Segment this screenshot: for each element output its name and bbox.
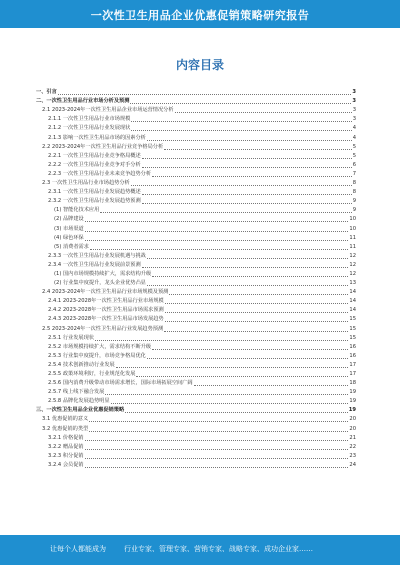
toc-entry-page: 17 <box>349 371 356 377</box>
toc-entry-page: 19 <box>348 407 356 414</box>
toc-entry[interactable] <box>36 152 356 161</box>
toc-entry-page: 16 <box>349 343 356 350</box>
toc-entry[interactable] <box>36 224 356 233</box>
toc-entry-text: (2) 品牌建设 <box>54 216 84 223</box>
toc-entry-text: 3.2.1 价格促销 <box>48 434 84 441</box>
toc-entry[interactable] <box>36 397 356 406</box>
toc-leader-dots <box>130 102 351 104</box>
toc-entry-text: 3.2.3 积分促销 <box>48 452 84 459</box>
toc-leader-dots <box>147 257 349 259</box>
toc-entry-text: 2.2 2023-2024年一次性卫生用品行业竞争格局分析 <box>42 143 164 150</box>
toc-entry[interactable] <box>36 261 356 270</box>
toc-entry[interactable] <box>36 170 356 179</box>
toc-leader-dots <box>95 339 348 341</box>
toc-entry[interactable] <box>36 270 356 279</box>
toc-leader-dots <box>85 439 349 441</box>
toc-entry-page: 9 <box>352 207 356 214</box>
toc-entry-text: 2.4.1 2023-2028年一次性卫生用品行业市场规模 <box>48 298 164 305</box>
toc-entry-text: 2.1 2023-2024年一次性卫生用品企业市场运营情况分析 <box>42 107 174 114</box>
toc-entry[interactable] <box>36 288 356 297</box>
toc-entry-text: 2.2.1 一次性卫生用品行业竞争格局概述 <box>48 152 141 159</box>
report-title: 一次性卫生用品企业优惠促销策略研究报告 <box>90 9 310 22</box>
toc-leader-dots <box>131 120 351 122</box>
toc-entry-text: 2.1.1 一次性卫生用品行业市场规模 <box>48 116 131 123</box>
toc-entry-page: 15 <box>349 334 356 341</box>
toc-entry-text: 二、一次性卫生用品行业市场分析及预测 <box>36 98 130 105</box>
toc-entry-text: (1) 国内市场规模持续扩大，需求结构升级 <box>54 270 152 277</box>
toc-leader-dots <box>147 357 349 359</box>
toc-entry[interactable] <box>36 306 356 315</box>
toc-entry-text: 3.1 优惠促销的意义 <box>42 416 89 423</box>
toc-entry-page: 10 <box>349 225 356 232</box>
toc-entry-page: 21 <box>349 434 356 441</box>
toc-entry-page: 5 <box>352 152 356 159</box>
toc-entry[interactable] <box>36 115 356 124</box>
toc-entry-page: 5 <box>352 143 356 150</box>
toc-leader-dots <box>165 311 349 313</box>
toc-entry[interactable] <box>36 197 356 206</box>
toc-entry-page: 15 <box>349 316 356 323</box>
toc-leader-dots <box>165 302 349 304</box>
toc-entry-page: 13 <box>349 280 356 287</box>
toc-entry-page: 9 <box>352 198 356 205</box>
toc-entry[interactable] <box>36 452 356 461</box>
toc-entry[interactable] <box>36 315 356 324</box>
toc-entry[interactable] <box>36 443 356 452</box>
toc-entry[interactable] <box>36 434 356 443</box>
table-of-contents <box>36 88 356 470</box>
toc-entry-page: 14 <box>349 298 356 305</box>
toc-leader-dots <box>147 284 348 286</box>
toc-entry[interactable] <box>36 370 356 379</box>
toc-entry-page: 12 <box>349 261 356 268</box>
toc-entry[interactable] <box>36 334 356 343</box>
toc-leader-dots <box>165 320 349 322</box>
toc-entry-text: 2.2.3 一次性卫生用品行业未来竞争趋势分析 <box>48 170 152 177</box>
footer-bar <box>0 535 400 565</box>
toc-entry[interactable] <box>36 415 356 424</box>
toc-entry-text: 2.3 一次性卫生用品行业市场趋势分析 <box>42 180 130 187</box>
toc-entry-page: 10 <box>349 216 356 223</box>
toc-entry-page: 3 <box>352 107 356 114</box>
toc-entry-page: 3 <box>352 98 356 105</box>
toc-leader-dots <box>142 202 352 204</box>
toc-entry-page: 16 <box>349 352 356 359</box>
toc-entry-text: 2.2.2 一次性卫生用品行业竞争对手分析 <box>48 161 141 168</box>
toc-entry[interactable] <box>36 379 356 388</box>
toc-entry-page: 20 <box>349 416 356 423</box>
toc-entry-page: 3 <box>352 89 356 96</box>
toc-entry[interactable] <box>36 133 356 142</box>
toc-leader-dots <box>142 166 352 168</box>
toc-entry[interactable] <box>36 243 356 252</box>
toc-heading: 内容目录 <box>175 58 224 72</box>
toc-entry[interactable] <box>36 406 356 415</box>
toc-entry[interactable] <box>36 234 356 243</box>
toc-entry[interactable] <box>36 143 356 152</box>
toc-leader-dots <box>142 266 349 268</box>
toc-entry[interactable] <box>36 424 356 433</box>
toc-leader-dots <box>58 93 352 95</box>
toc-entry-text: 2.5.5 政策环境利好，行业规范化发展 <box>48 371 136 377</box>
toc-leader-dots <box>125 411 348 413</box>
toc-entry-text: 2.1.2 一次性卫生用品行业发展现状 <box>48 125 131 132</box>
toc-entry-page: 11 <box>349 234 356 241</box>
toc-entry-page: 3 <box>352 116 356 123</box>
toc-entry-text: 3.2 优惠促销的类型 <box>42 425 89 432</box>
toc-entry[interactable] <box>36 215 356 224</box>
toc-entry-page: 8 <box>352 189 356 196</box>
toc-entry-page: 17 <box>349 361 356 368</box>
toc-entry[interactable] <box>36 106 356 115</box>
toc-leader-dots <box>142 193 352 195</box>
toc-leader-dots <box>175 111 352 113</box>
toc-entry[interactable] <box>36 252 356 261</box>
toc-entry-text: 3.2.2 赠品促销 <box>48 443 84 450</box>
toc-entry[interactable] <box>36 124 356 133</box>
toc-entry-text: (1) 智能化技术应用 <box>54 207 100 214</box>
toc-leader-dots <box>89 420 348 422</box>
toc-leader-dots <box>152 175 352 177</box>
toc-leader-dots <box>85 220 349 222</box>
toc-entry[interactable] <box>36 161 356 170</box>
footer-slogan: 让每个人都能成为 <box>50 545 106 553</box>
toc-entry-page: 12 <box>349 270 356 277</box>
toc-entry-text: 2.4.2 2023-2028年一次性卫生用品市场需求预测 <box>48 307 164 314</box>
toc-entry-text: 2.5.7 线上线下融合发展 <box>48 389 105 396</box>
toc-entry-text: (3) 市场渠道 <box>54 225 84 232</box>
toc-leader-dots <box>85 457 349 459</box>
toc-entry-text: 2.5.4 技术创新推动行业发展 <box>48 361 115 368</box>
toc-leader-dots <box>136 375 348 377</box>
toc-entry[interactable] <box>36 343 356 352</box>
toc-leader-dots <box>169 293 348 295</box>
toc-leader-dots <box>147 139 352 141</box>
toc-leader-dots <box>164 330 348 332</box>
toc-entry-page: 19 <box>349 398 356 405</box>
toc-leader-dots <box>85 448 349 450</box>
toc-entry-page: 7 <box>352 170 356 177</box>
toc-leader-dots <box>89 430 348 432</box>
toc-entry-page: 14 <box>349 289 356 296</box>
toc-entry-page: 4 <box>352 125 356 132</box>
toc-entry-page: 4 <box>352 134 356 141</box>
toc-entry-text: (2) 行业集中度提升，龙头企业优势凸显 <box>54 280 146 287</box>
toc-entry-page: 6 <box>352 161 356 168</box>
toc-entry-text: 三、一次性卫生用品企业优惠促销策略 <box>36 407 125 414</box>
toc-entry-text: 2.5.1 行业发展现状 <box>48 334 94 341</box>
toc-leader-dots <box>85 466 349 468</box>
toc-entry-text: 2.5.6 国内消费升级带动市场需求增长，国际市场拓展空间广阔 <box>48 380 193 387</box>
toc-entry-text: 2.3.3 一次性卫生用品行业发展机遇与挑战 <box>48 252 146 259</box>
toc-entry[interactable] <box>36 324 356 333</box>
toc-entry-text: 3.2.4 会员促销 <box>48 461 84 468</box>
toc-entry-page: 12 <box>349 252 356 259</box>
toc-leader-dots <box>116 366 349 368</box>
footer-tagline: 行业专家、管理专家、营销专家、战略专家、成功企业家…… <box>124 545 313 553</box>
toc-entry-text: (5) 消费者需求 <box>54 243 89 250</box>
toc-entry-text: 2.3.2 一次性卫生用品行业发展趋势预测 <box>48 198 141 205</box>
toc-entry[interactable] <box>36 388 356 397</box>
toc-entry-page: 15 <box>349 325 356 332</box>
toc-entry[interactable] <box>36 297 356 306</box>
header-bar <box>0 0 400 28</box>
toc-entry-text: 一、引言 <box>36 89 57 96</box>
toc-leader-dots <box>131 184 352 186</box>
toc-entry-page: 20 <box>349 425 356 432</box>
toc-entry[interactable] <box>36 97 356 106</box>
toc-entry[interactable] <box>36 361 356 370</box>
toc-entry-text: 2.3.4 一次性卫生用品行业发展前景预测 <box>48 261 141 268</box>
toc-entry[interactable] <box>36 352 356 361</box>
toc-entry[interactable] <box>36 179 356 188</box>
toc-entry-page: 18 <box>349 380 356 387</box>
toc-entry-page: 23 <box>349 452 356 459</box>
toc-leader-dots <box>90 248 348 250</box>
toc-entry-page: 22 <box>349 443 356 450</box>
toc-entry-page: 8 <box>352 180 356 187</box>
toc-entry-text: 2.3.1 一次性卫生用品行业发展趋势概述 <box>48 189 141 196</box>
toc-entry-page: 14 <box>349 307 356 314</box>
toc-entry-text: 2.5.2 市场规模持续扩大，需求结构不断升级 <box>48 343 152 350</box>
toc-entry-text: 2.5 2023-2024年一次性卫生用品行业发展趋势预测 <box>42 325 164 332</box>
toc-entry-text: 2.5.8 品牌化发展趋势明显 <box>48 398 110 405</box>
toc-leader-dots <box>152 348 348 350</box>
toc-leader-dots <box>85 230 349 232</box>
toc-entry-page: 11 <box>349 243 356 250</box>
toc-entry-text: 2.1.3 影响一次性卫生用品市场的因素分析 <box>48 134 146 141</box>
toc-entry-text: 2.5.3 行业集中度提升，市场竞争格局优化 <box>48 352 146 359</box>
toc-entry-text: (4) 绿色环保 <box>54 234 84 241</box>
toc-entry[interactable] <box>36 279 356 288</box>
toc-leader-dots <box>105 393 348 395</box>
toc-entry-text: 2.4 2023-2024年一次性卫生用品行业市场规模及预测 <box>42 289 169 296</box>
toc-entry[interactable] <box>36 188 356 197</box>
toc-leader-dots <box>164 148 352 150</box>
toc-entry-text: 2.4.3 2023-2028年一次性卫生用品市场发展趋势 <box>48 316 164 323</box>
toc-leader-dots <box>100 211 351 213</box>
toc-entry-page: 19 <box>349 389 356 396</box>
toc-leader-dots <box>85 239 349 241</box>
toc-leader-dots <box>194 384 349 386</box>
toc-entry[interactable] <box>36 88 356 97</box>
toc-leader-dots <box>111 402 349 404</box>
toc-leader-dots <box>152 275 348 277</box>
toc-leader-dots <box>131 129 351 131</box>
toc-entry-page: 24 <box>349 461 356 468</box>
toc-entry[interactable] <box>36 461 356 470</box>
toc-entry[interactable] <box>36 206 356 215</box>
toc-leader-dots <box>142 157 352 159</box>
